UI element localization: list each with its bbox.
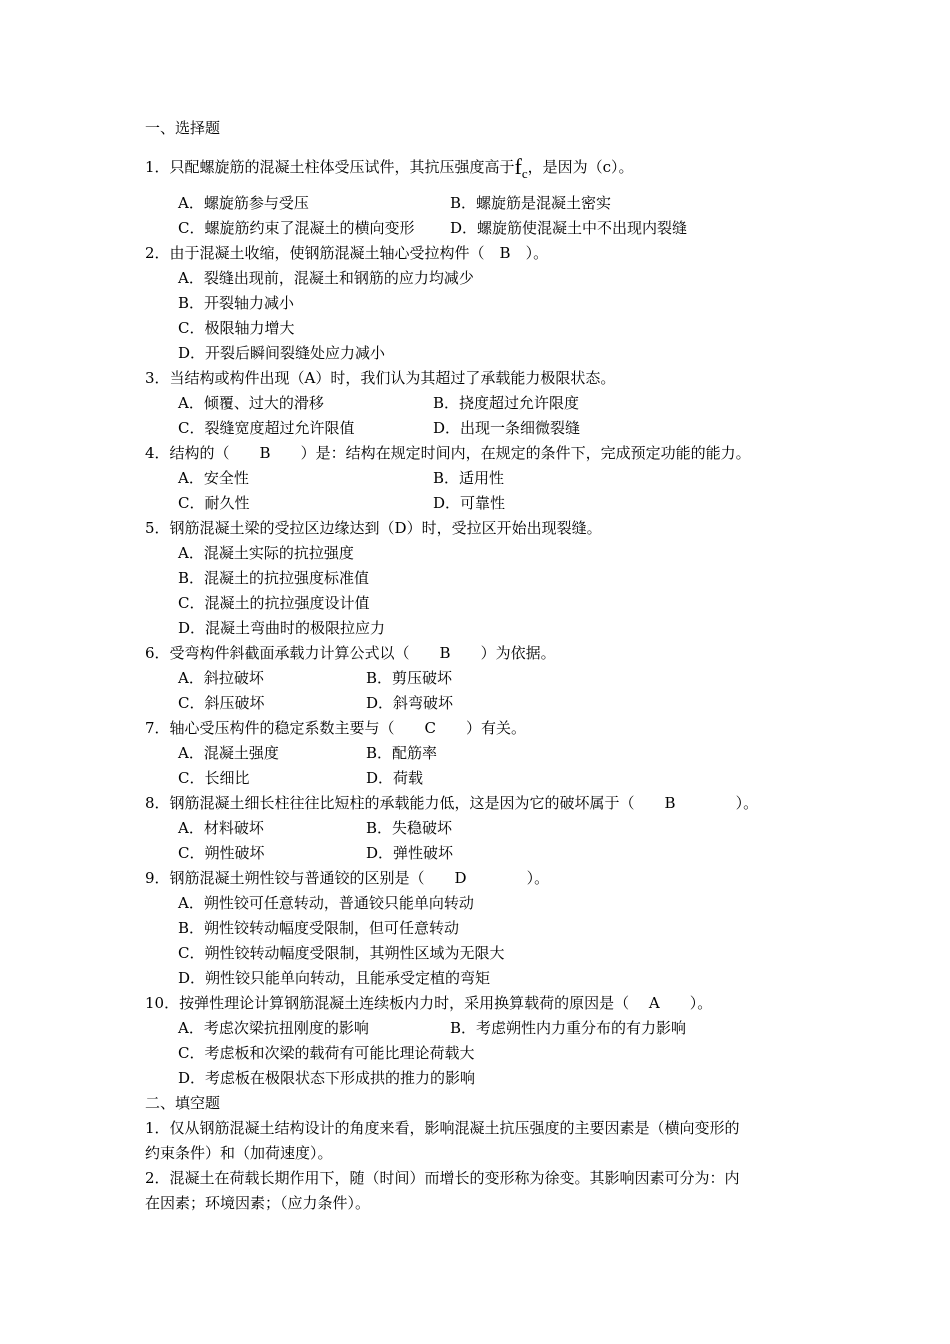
option: B．混凝土的抗拉强度标准值 <box>178 569 370 587</box>
question-4-stem: 4．结构的（ B ）是：结构在规定时间内，在规定的条件下，完成预定功能的能力。 <box>145 444 751 462</box>
option: C．裂缝宽度超过允许限值 <box>178 419 355 437</box>
option: C．斜压破坏 <box>178 694 265 712</box>
fc-symbol: $f_c$ <box>514 154 528 181</box>
question-2-stem: 2．由于混凝土收缩，使钢筋混凝土轴心受拉构件（ B ）。 <box>145 244 549 262</box>
question-1-stem-text: 1．只配螺旋筋的混凝土柱体受压试件，其抗压强度高于 <box>145 158 515 176</box>
option: A．斜拉破坏 <box>178 669 264 687</box>
option: A．材料破坏 <box>178 819 264 837</box>
option: A．安全性 <box>178 469 249 487</box>
option: B．朔性铰转动幅度受限制，但可任意转动 <box>178 919 460 937</box>
option: C．朔性破坏 <box>178 844 265 862</box>
question-1-stem-tail: ，是因为（c）。 <box>527 158 634 176</box>
option: C．螺旋筋约束了混凝土的横向变形 <box>178 219 415 237</box>
option: C．混凝土的抗拉强度设计值 <box>178 594 370 612</box>
option: D．可靠性 <box>433 494 506 512</box>
option: D．混凝土弯曲时的极限拉应力 <box>178 619 386 637</box>
question-10-stem: 10．按弹性理论计算钢筋混凝土连续板内力时，采用换算载荷的原因是（ A ）。 <box>145 994 713 1012</box>
option: B．适用性 <box>433 469 505 487</box>
option: D．出现一条细微裂缝 <box>433 419 581 437</box>
option: D．斜弯破坏 <box>366 694 454 712</box>
question-7-stem: 7．轴心受压构件的稳定系数主要与（ C ）有关。 <box>145 719 527 737</box>
option: A．螺旋筋参与受压 <box>178 194 309 212</box>
option: D．弹性破坏 <box>366 844 454 862</box>
option: B．考虑朔性内力重分布的有力影响 <box>450 1019 687 1037</box>
option: A．考虑次梁抗扭刚度的影响 <box>178 1019 369 1037</box>
option: D．荷载 <box>366 769 424 787</box>
option: A．混凝土强度 <box>178 744 279 762</box>
option: D．螺旋筋使混凝土中不出现内裂缝 <box>450 219 688 237</box>
option: D．考虑板在极限状态下形成拱的推力的影响 <box>178 1069 476 1087</box>
fill-item-2-line-2: 在因素；环境因素；（应力条件）。 <box>145 1194 371 1212</box>
option: B．挠度超过允许限度 <box>433 394 580 412</box>
option: B．开裂轴力减小 <box>178 294 295 312</box>
option: A．裂缝出现前，混凝土和钢筋的应力均减少 <box>178 269 474 287</box>
question-9-stem: 9．钢筋混凝土朔性铰与普通铰的区别是（ D ）。 <box>145 869 550 887</box>
option: D．朔性铰只能单向转动，且能承受定植的弯矩 <box>178 969 491 987</box>
question-1-stem <box>145 155 634 182</box>
option: C．朔性铰转动幅度受限制，其朔性区域为无限大 <box>178 944 505 962</box>
option: B．配筋率 <box>366 744 438 762</box>
option: C．长细比 <box>178 769 250 787</box>
option: B．剪压破坏 <box>366 669 453 687</box>
question-8-stem: 8．钢筋混凝土细长柱往往比短柱的承载能力低，这是因为它的破坏属于（ B ）。 <box>145 794 759 812</box>
question-6-stem: 6．受弯构件斜截面承载力计算公式以（ B ）为依据。 <box>145 644 556 662</box>
question-5-stem: 5．钢筋混凝土梁的受拉区边缘达到（D）时，受拉区开始出现裂缝。 <box>145 519 602 537</box>
question-3-stem: 3．当结构或构件出现（A）时，我们认为其超过了承载能力极限状态。 <box>145 369 616 387</box>
option: A．倾覆、过大的滑移 <box>178 394 324 412</box>
fill-item-2-line-1: 2．混凝土在荷载长期作用下，随（时间）而增长的变形称为徐变。其影响因素可分为：内 <box>145 1169 740 1187</box>
fill-item-1-line-1: 1．仅从钢筋混凝土结构设计的角度来看，影响混凝土抗压强度的主要因素是（横向变形的 <box>145 1119 740 1137</box>
option: C．考虑板和次梁的载荷有可能比理论荷载大 <box>178 1044 475 1062</box>
option: D．开裂后瞬间裂缝处应力减小 <box>178 344 386 362</box>
fill-item-1-line-2: 约束条件）和（加荷速度）。 <box>145 1144 333 1162</box>
option: A．朔性铰可任意转动，普通铰只能单向转动 <box>178 894 474 912</box>
option: C．极限轴力增大 <box>178 319 295 337</box>
section-heading-fill-blank: 二、填空题 <box>145 1094 221 1112</box>
option: C．耐久性 <box>178 494 250 512</box>
option: B．失稳破坏 <box>366 819 453 837</box>
option: A．混凝土实际的抗拉强度 <box>178 544 354 562</box>
option: B．螺旋筋是混凝土密实 <box>450 194 612 212</box>
section-heading-choice: 一、选择题 <box>145 119 221 137</box>
